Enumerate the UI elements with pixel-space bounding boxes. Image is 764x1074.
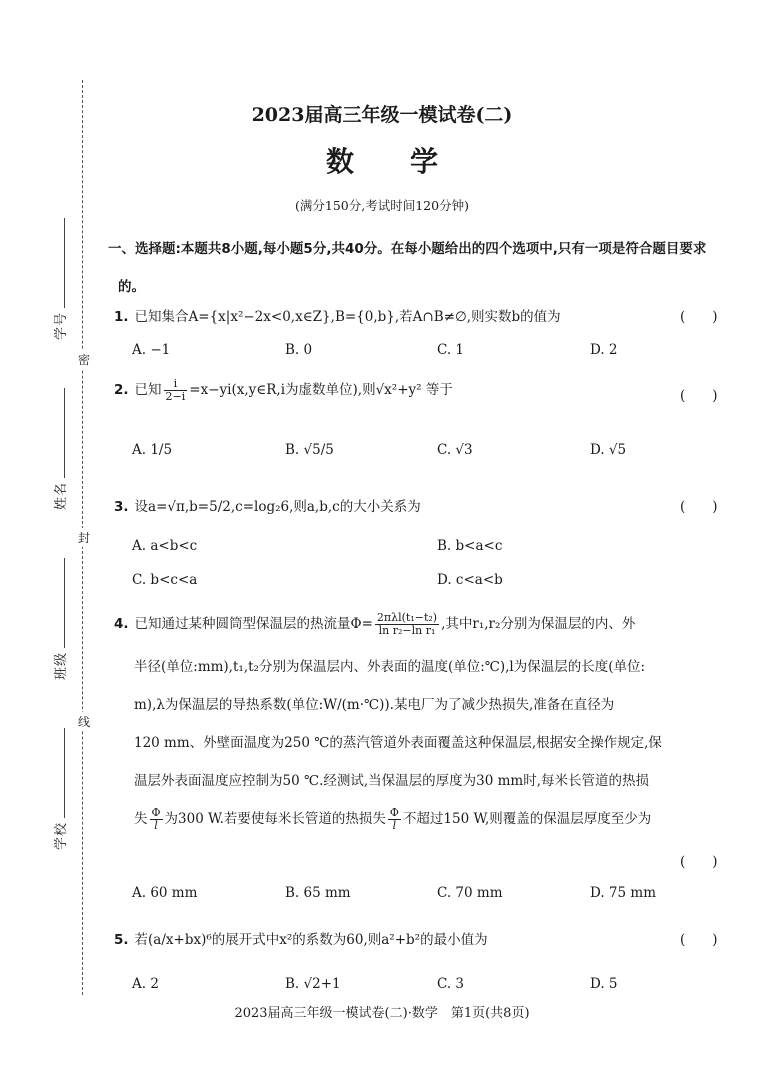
option-a: A. 2	[132, 976, 159, 992]
option-a: A. 60 mm	[132, 885, 198, 901]
question-number: 1.	[114, 309, 129, 325]
option-b: B. 65 mm	[285, 885, 351, 901]
option-d: D. 75 mm	[590, 885, 656, 901]
option-c: C. b<c<a	[132, 572, 198, 588]
fraction-denominator: 2−i	[165, 390, 186, 403]
question-5	[114, 928, 488, 948]
answer-blank: ( )	[680, 854, 718, 870]
fraction	[375, 612, 439, 637]
fraction-numerator: i	[164, 378, 188, 391]
seal-char-xian: 线	[78, 712, 90, 731]
question-number: 3.	[114, 499, 129, 515]
option-c: C. 1	[437, 342, 465, 358]
option-c: C. √3	[437, 442, 473, 458]
option-d: D. 5	[590, 976, 618, 992]
option-b: B. √2+1	[285, 976, 341, 992]
sidebar-label-class: 班级	[54, 651, 69, 680]
answer-blank: ( )	[680, 388, 718, 404]
fraction-denominator: l	[392, 819, 397, 832]
fraction-denominator: l	[154, 819, 158, 832]
exam-title: 2023届高三年级一模试卷(二)	[251, 104, 513, 126]
question-stem-post: ,其中r₁,r₂分别为保温层的内、外	[441, 616, 636, 632]
fraction-phi-l	[388, 807, 401, 832]
option-b: B. √5/5	[285, 442, 334, 458]
question-number: 4.	[114, 616, 129, 632]
fraction-numerator: Φ	[389, 806, 399, 819]
text: 失	[134, 811, 148, 827]
option-c: C. 70 mm	[437, 885, 503, 901]
option-d: D. 2	[590, 342, 618, 358]
question-number: 2.	[114, 382, 129, 398]
option-a: A. −1	[132, 342, 171, 358]
option-d: D. c<a<b	[437, 572, 503, 588]
question-stem: 已知集合A={x|x²−2x<0,x∈Z},B={0,b},若A∩B≠∅,则实数b的值为	[134, 309, 561, 325]
section-heading: 一、选择题:本题共8小题,每小题5分,共40分。在每小题给出的四个选项中,只有一项是符合题目要求的。	[108, 241, 707, 295]
exam-info: (满分150分,考试时间120分钟)	[295, 198, 469, 213]
paragraph-line: 120 mm、外壁面温度为250 ℃的蒸汽管道外表面覆盖这种保温层,根据安全操作规定,保	[134, 735, 662, 751]
answer-blank: ( )	[680, 499, 718, 515]
fraction-numerator: Φ	[151, 806, 161, 819]
option-a: A. a<b<c	[132, 538, 198, 554]
option-b: B. b<a<c	[437, 538, 503, 554]
option-b: B. 0	[285, 342, 313, 358]
seal-char-feng: 封	[78, 528, 90, 547]
paragraph-line: m),λ为保温层的导热系数(单位:W/(m·℃)).某电厂为了减少热损失,准备在直径为	[134, 697, 615, 713]
question-stem-pre: 已知通过某种圆筒型保温层的热流量Φ=	[134, 616, 373, 632]
option-c: C. 3	[437, 976, 465, 992]
paragraph-line: 半径(单位:mm),t₁,t₂分别为保温层内、外表面的温度(单位:℃),l为保温层的长度(单位:	[134, 659, 646, 675]
sidebar-label-school: 学校	[54, 821, 69, 850]
answer-blank: ( )	[680, 309, 718, 325]
question-stem: 设a=√π,b=5/2,c=log₂6,则a,b,c的大小关系为	[134, 499, 421, 515]
sidebar-label-student-id: 学号	[54, 311, 69, 340]
question-2	[114, 378, 453, 403]
school-field-line	[64, 728, 65, 818]
student-id-field-line	[64, 218, 65, 308]
question-stem-pre: 已知	[134, 382, 162, 398]
text: 不超过150 W,则覆盖的保温层厚度至少为	[402, 811, 652, 827]
subject-title: 数 学	[325, 145, 438, 178]
fraction	[164, 378, 188, 403]
paragraph-line: 温层外表面温度应控制为50 ℃.经测试,当保温层的厚度为30 mm时,每米长管道的热损	[134, 773, 650, 789]
question-stem: 若(a/x+bx)⁶的展开式中x²的系数为60,则a²+b²的最小值为	[134, 932, 488, 948]
name-field-line	[64, 388, 65, 478]
seal-char-mi: 密	[78, 350, 90, 369]
sidebar-label-name: 姓名	[54, 481, 69, 510]
answer-blank: ( )	[680, 932, 718, 948]
question-stem-post: =x−yi(x,y∈R,i为虚数单位),则√x²+y² 等于	[189, 382, 453, 398]
class-field-line	[64, 558, 65, 648]
question-3	[114, 495, 421, 515]
question-4-body	[134, 652, 724, 834]
question-4	[114, 612, 635, 637]
page-footer: 2023届高三年级一模试卷(二)·数学 第1页(共8页)	[234, 1006, 530, 1021]
fraction-denominator: ln r₂−ln r₁	[378, 624, 436, 637]
fraction-phi-l	[150, 807, 163, 832]
question-1	[114, 305, 561, 325]
paragraph-line-last	[134, 804, 724, 834]
option-d: D. √5	[590, 442, 627, 458]
option-a: A. 1/5	[132, 442, 173, 458]
fraction-numerator: 2πλl(t₁−t₂)	[376, 611, 438, 624]
text: 为300 W.若要使每米长管道的热损失	[164, 811, 386, 827]
question-number: 5.	[114, 932, 129, 948]
